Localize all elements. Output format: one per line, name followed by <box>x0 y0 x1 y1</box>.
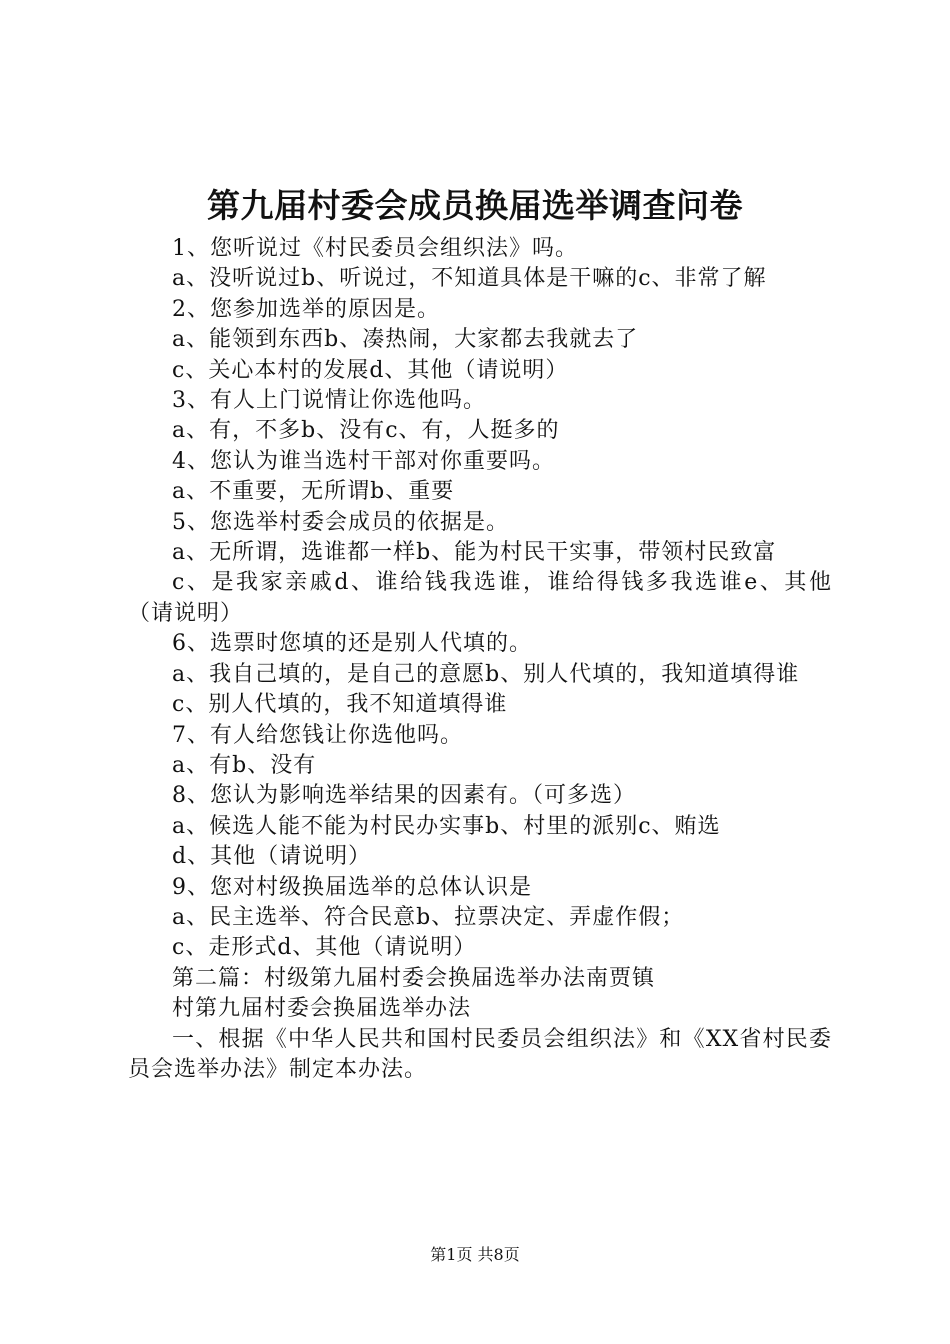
paragraph-q3: 3、有人上门说情让你选他吗。 <box>172 388 486 414</box>
paragraph-q2-options-ab: a、能领到东西b、凑热闹，大家都去我就去了 <box>172 327 639 353</box>
paragraph-q3-options: a、有，不多b、没有c、有，人挺多的 <box>172 418 560 444</box>
paragraph-q8-options-d: d、其他（请说明） <box>172 844 372 870</box>
paragraph-q6: 6、选票时您填的还是别人代填的。 <box>172 631 532 657</box>
document-body <box>128 234 832 1085</box>
paragraph-q2: 2、您参加选举的原因是。 <box>172 296 440 322</box>
paragraph-q7: 7、有人给您钱让你选他吗。 <box>172 722 463 748</box>
document-title: 第九届村委会成员换届选举调查问卷 <box>207 186 743 225</box>
paragraph-q6-options-ab: a、我自己填的，是自己的意愿b、别人代填的，我知道填得谁 <box>172 661 800 687</box>
paragraph-q5-options-ab: a、无所谓，选谁都一样b、能为村民干实事，带领村民致富 <box>172 540 777 566</box>
paragraph-q8-options-abc: a、候选人能不能为村民办实事b、村里的派别c、贿选 <box>172 813 721 839</box>
paragraph-q1: 1、您听说过《村民委员会组织法》吗。 <box>172 236 578 261</box>
paragraph-q5-options-cde: c、是我家亲戚d、谁给钱我选谁，谁给得钱多我选谁e、其他（请说明） <box>128 570 832 626</box>
paragraph-q8: 8、您认为影响选举结果的因素有。（可多选） <box>172 783 636 809</box>
paragraph-q4: 4、您认为谁当选村干部对你重要吗。 <box>172 448 555 474</box>
paragraph-q9-options-ab: a、民主选举、符合民意b、拉票决定、弄虚作假； <box>172 904 685 930</box>
paragraph-q1-options: a、没听说过b、听说过，不知道具体是干嘛的c、非常了解 <box>172 266 767 292</box>
paragraph-q7-options: a、有b、没有 <box>172 752 317 778</box>
paragraph-q4-options: a、不重要，无所谓b、重要 <box>172 479 455 505</box>
paragraph-q5: 5、您选举村委会成员的依据是。 <box>172 509 509 535</box>
page-footer: 第1页 共8页 <box>430 1245 520 1264</box>
paragraph-q2-options-cd: c、关心本村的发展d、其他（请说明） <box>172 357 569 383</box>
paragraph-q9: 9、您对村级换届选举的总体认识是 <box>172 874 532 900</box>
paragraph-q9-options-cd: c、走形式d、其他（请说明） <box>172 935 477 961</box>
paragraph-part2-clause1: 一、根据《中华人民共和国村民委员会组织法》和《XX省村民委员会选举办法》制定本办法。 <box>128 1026 832 1082</box>
paragraph-part2-heading: 第二篇：村级第九届村委会换届选举办法南贾镇 <box>172 965 656 991</box>
paragraph-q6-options-c: c、别人代填的，我不知道填得谁 <box>172 692 508 718</box>
paragraph-part2-subheading: 村第九届村委会换届选举办法 <box>172 996 472 1022</box>
